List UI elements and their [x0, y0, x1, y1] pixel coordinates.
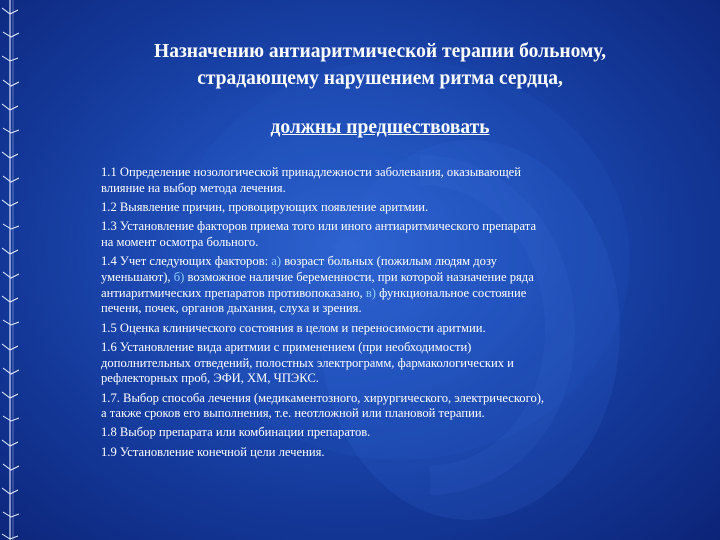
list-item-1-6 — [101, 340, 673, 387]
item-text: Выбор способа лечения (медикаментозного, хирургического, электрического), — [123, 390, 545, 405]
item-text-continued: рефлекторных проб, ЭФИ, ХМ, ЧПЭКС. — [101, 371, 319, 386]
item-number: 1.5 — [101, 320, 117, 335]
item-text: Учет следующих факторов: — [119, 254, 269, 269]
item-number: 1.6 — [101, 339, 117, 354]
factor-c-continued: печени, почек, органов дыхания, слуха и зрения. — [101, 301, 362, 316]
item-text: Установление вида аритмии с применением (при необходимости) — [119, 339, 472, 354]
factor-a-continued: уменьшают), — [101, 269, 171, 284]
title-line-2: страдающему нарушением ритма сердца, — [197, 68, 563, 89]
item-number: 1.7. — [101, 390, 120, 405]
item-number: 1.9 — [101, 444, 117, 459]
list-item-1-4 — [101, 254, 673, 316]
item-text: Выявление причин, провоцирующих появление аритмии. — [119, 199, 429, 214]
item-number: 1.3 — [101, 219, 117, 234]
slide-subtitle — [40, 117, 720, 139]
item-number: 1.4 — [101, 254, 117, 269]
factor-b-continued: антиаритмических препаратов противопоказано, — [101, 285, 363, 300]
item-text: Установление факторов приема того или иного антиаритмического препарата — [119, 219, 537, 234]
list-item-1-8 — [101, 425, 673, 441]
title-line-1: Назначению антиаритмической терапии больному, — [154, 41, 606, 62]
list-item-1-9 — [101, 445, 673, 461]
left-border-ornament — [0, 0, 26, 540]
factor-c-label: в) — [365, 285, 376, 300]
list-item-1-5 — [101, 321, 673, 337]
item-text: Определение нозологической принадлежности заболевания, оказывающей — [119, 165, 521, 179]
item-text-continued — [101, 286, 673, 302]
list-item-1-1 — [101, 165, 673, 196]
item-text-continued: а также сроков его выполнения, т.е. неотложной или плановой терапии. — [101, 406, 485, 421]
item-number: 1.1 — [101, 165, 117, 179]
item-text-continued: на момент осмотра больного. — [101, 234, 259, 249]
list-item-1-7 — [101, 391, 673, 422]
factor-a-text: возраст больных (пожилым людям дозу — [284, 254, 497, 269]
item-text: Установление конечной цели лечения. — [119, 444, 325, 459]
factor-a-label: а) — [271, 254, 282, 269]
requirements-list — [101, 165, 673, 464]
item-text-continued: влияние на выбор метода лечения. — [101, 180, 286, 195]
item-text: Выбор препарата или комбинации препаратов. — [119, 425, 371, 440]
subtitle-text: должны предшествовать — [270, 117, 490, 138]
slide-title — [40, 38, 720, 92]
list-item-1-2 — [101, 200, 673, 216]
list-item-1-3 — [101, 219, 673, 250]
item-text: Оценка клинического состояния в целом и переносимости аритмии. — [119, 320, 486, 335]
factor-c-text: функциональное состояние — [379, 285, 527, 300]
item-text-continued: дополнительных отведений, полостных электрограмм, фармакологических и — [101, 355, 514, 370]
item-number: 1.8 — [101, 425, 117, 440]
item-text-continued — [101, 270, 673, 286]
factor-b-text: возможное наличие беременности, при которой назначение ряда — [187, 269, 534, 284]
item-number: 1.2 — [101, 199, 117, 214]
factor-b-label: б) — [173, 269, 185, 284]
